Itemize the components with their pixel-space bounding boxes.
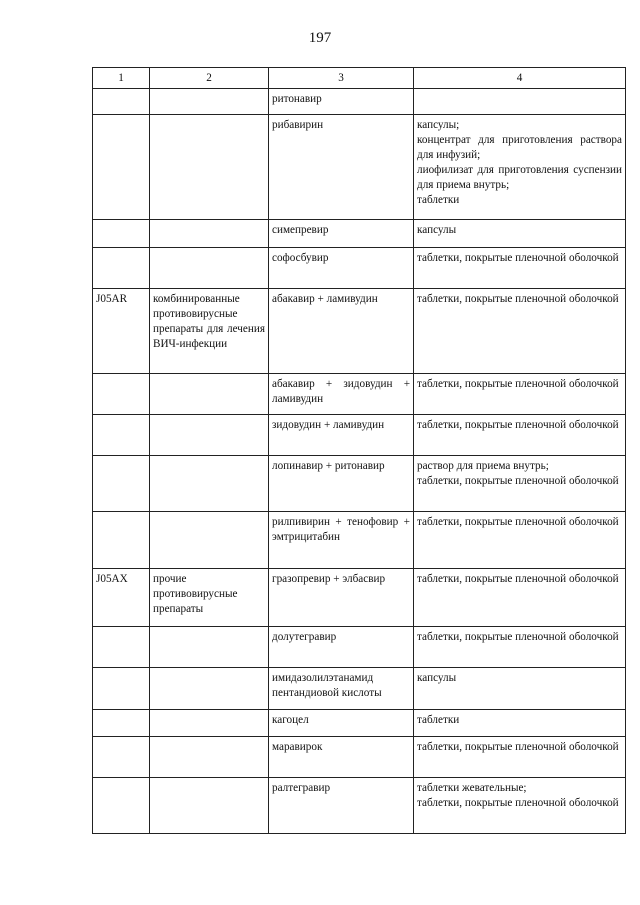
atc-code-cell [93,668,150,710]
pharmacological-group-cell [150,89,269,115]
table-row [93,512,626,569]
dosage-form-text: таблетки, покрытые пленочной оболочкой [417,516,619,528]
drug-name-cell [269,668,414,710]
table-row [93,569,626,627]
pharmacological-group-cell [150,289,269,374]
pharmacological-group-cell [150,569,269,627]
dosage-form-cell [414,737,626,778]
table-row [93,89,626,115]
drug-name-text: долутегравир [272,631,337,643]
drug-name-cell [269,415,414,456]
dosage-form-text: таблетки [417,714,460,726]
dosage-form-text: капсулы [417,224,457,236]
drug-name-text: рилпивирин + тенофовир + эмтрицитабин [272,516,410,543]
pharmacological-group-text: прочие противовирусные препараты [153,573,238,615]
table-row [93,115,626,220]
dosage-form-text: таблетки, покрытые пленочной оболочкой [417,631,619,643]
pharmacological-group-cell [150,778,269,834]
dosage-form-cell [414,248,626,289]
drug-name-cell [269,512,414,569]
pharmacological-group-cell [150,415,269,456]
drug-name-cell [269,778,414,834]
dosage-form-cell [414,220,626,248]
table-row [93,710,626,737]
drug-name-text: софосбувир [272,252,329,264]
dosage-form-cell [414,668,626,710]
atc-code-cell [93,737,150,778]
table-row [93,627,626,668]
table-row [93,668,626,710]
table-row [93,456,626,512]
dosage-form-text: таблетки, покрытые пленочной оболочкой [417,419,619,431]
drug-name-text: ритонавир [272,93,322,105]
drug-name-text: абакавир + ламивудин [272,293,378,305]
pharmacological-group-cell [150,627,269,668]
column-header-4: 4 [414,68,626,89]
drug-name-cell [269,456,414,512]
dosage-form-cell [414,710,626,737]
atc-code-text: J05AX [96,573,128,585]
drug-name-text: кагоцел [272,714,309,726]
pharmacological-group-cell [150,710,269,737]
table-row [93,415,626,456]
table-row [93,737,626,778]
dosage-form-cell [414,456,626,512]
pharmacological-group-cell [150,456,269,512]
dosage-form-text: таблетки, покрытые пленочной оболочкой [417,741,619,753]
dosage-form-text: раствор для приема внутрь; таблетки, покрытые пленочной оболочкой [417,460,619,487]
dosage-form-cell [414,415,626,456]
atc-code-cell [93,512,150,569]
dosage-form-text: капсулы; концентрат для приготовления раствора для инфузий; лиофилизат для приготовления суспензии для приема внутрь; таблетки [417,119,622,206]
drug-name-text: маравирок [272,741,323,753]
header-row [93,68,626,89]
dosage-form-cell [414,115,626,220]
atc-code-cell [93,220,150,248]
drug-name-cell [269,89,414,115]
atc-code-cell [93,374,150,415]
dosage-form-text: таблетки, покрытые пленочной оболочкой [417,378,619,390]
dosage-form-text: таблетки жевательные; таблетки, покрытые пленочной оболочкой [417,782,619,809]
drug-name-cell [269,248,414,289]
column-header-2: 2 [150,68,269,89]
table-row [93,778,626,834]
drug-name-cell [269,737,414,778]
pharmacological-group-cell [150,115,269,220]
drug-name-text: зидовудин + ламивудин [272,419,385,431]
table-row [93,289,626,374]
page-number: 197 [308,30,332,46]
pharmacological-group-text: комбинированные противовирусные препараты для лечения ВИЧ-инфекции [153,293,265,350]
dosage-form-text: таблетки, покрытые пленочной оболочкой [417,252,619,264]
drug-name-cell [269,220,414,248]
drug-name-cell [269,289,414,374]
pharmacological-group-cell [150,220,269,248]
pharmacological-group-cell [150,668,269,710]
atc-code-cell [93,778,150,834]
atc-code-cell [93,456,150,512]
column-header-3: 3 [269,68,414,89]
drug-name-text: лопинавир + ритонавир [272,460,385,472]
dosage-form-cell [414,374,626,415]
dosage-form-cell [414,778,626,834]
drug-name-cell [269,374,414,415]
atc-code-cell [93,289,150,374]
dosage-form-text: капсулы [417,672,457,684]
atc-code-cell [93,89,150,115]
drug-name-text: рибавирин [272,119,324,131]
dosage-form-cell [414,289,626,374]
table-row [93,374,626,415]
drug-name-cell [269,115,414,220]
dosage-form-cell [414,569,626,627]
dosage-form-cell [414,89,626,115]
drug-name-cell [269,627,414,668]
pharmacological-group-cell [150,374,269,415]
drug-name-text: абакавир + зидовудин + ламивудин [272,378,410,405]
atc-code-cell [93,248,150,289]
pharmacological-group-cell [150,512,269,569]
drug-name-text: симепревир [272,224,329,236]
dosage-form-cell [414,512,626,569]
atc-code-cell [93,627,150,668]
atc-code-cell [93,569,150,627]
dosage-form-text: таблетки, покрытые пленочной оболочкой [417,573,619,585]
atc-code-cell [93,415,150,456]
drug-name-cell [269,710,414,737]
medication-table [92,67,626,834]
dosage-form-cell [414,627,626,668]
atc-code-cell [93,710,150,737]
table-row [93,248,626,289]
atc-code-cell [93,115,150,220]
drug-name-cell [269,569,414,627]
drug-name-text: имидазолилэтанамид пентандиовой кислоты [272,672,382,699]
drug-name-text: гразопревир + элбасвир [272,573,386,585]
pharmacological-group-cell [150,248,269,289]
atc-code-text: J05AR [96,293,128,305]
pharmacological-group-cell [150,737,269,778]
column-header-1: 1 [93,68,150,89]
table-row [93,220,626,248]
drug-name-text: ралтегравир [272,782,331,794]
dosage-form-text: таблетки, покрытые пленочной оболочкой [417,293,619,305]
